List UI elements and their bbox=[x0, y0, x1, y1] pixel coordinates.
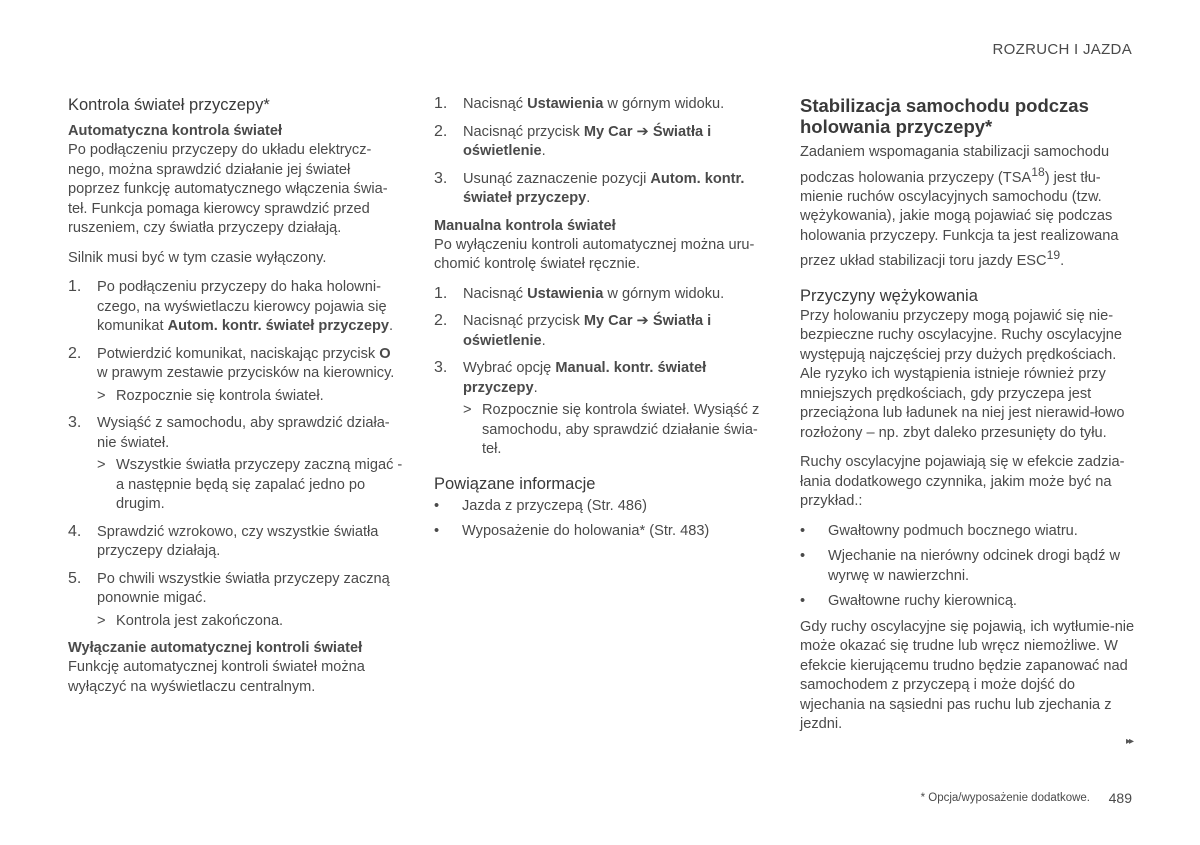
manual-steps bbox=[434, 285, 769, 460]
bullet-icon: • bbox=[800, 522, 806, 539]
list-item: 4. Sprawdzić wzrokowo, czy wszystkie światła przyczepy działają. bbox=[68, 522, 379, 559]
factors-intro: Ruchy oscylacyjne pojawiają się w efekcie zadzia-łania dodatkowego czynnika, jakim może być na przykład.: bbox=[800, 454, 1125, 510]
subheading-automatic-check: Automatyczna kontrola świateł bbox=[68, 123, 283, 139]
auto-check-steps bbox=[68, 278, 403, 631]
causes-title: Przyczyny wężykowania bbox=[800, 286, 978, 305]
continue-arrows-icon: ▸▸ bbox=[1125, 736, 1132, 747]
list-item: 3. Wysiąść z samochodu, aby sprawdzić działa-nie świateł. > Wszystkie światła przyczepy zaczną migać - a następnie będą się zapalać jedno po drugim. bbox=[68, 414, 403, 515]
manual-paragraph: Po wyłączeniu kontroli automatycznej można uru-chomić kontrolę świateł ręcznie. bbox=[434, 236, 755, 272]
step-result: > Rozpocznie się kontrola świateł. bbox=[97, 387, 403, 407]
engine-off-note: Silnik musi być w tym czasie wyłączony. bbox=[68, 249, 327, 266]
bullet-icon: • bbox=[434, 523, 440, 539]
footnote-ref: 18 bbox=[1031, 164, 1045, 179]
subheading-manual-check: Manualna kontrola świateł bbox=[434, 217, 616, 234]
section-title-trailer-lights: Kontrola świateł przyczepy* bbox=[68, 96, 270, 114]
ui-label: Autom. kontr. świateł przyczepy bbox=[463, 170, 745, 206]
result-arrow-icon: > bbox=[97, 457, 106, 473]
auto-check-paragraph: Po podłączeniu przyczepy do układu elektrycz-nego, można sprawdzić działanie jej świateł poprzez funkcję automatycznego włączenia świa-teł. Funkcja pomaga kierowcy sprawdzić przed ruszeniem, czy światła przyczepy działają. bbox=[68, 142, 388, 236]
footnote-ref: 19 bbox=[1046, 248, 1061, 263]
list-item: 2. Nacisnąć przycisk My Car ➔ Światła i oświetlenie. bbox=[434, 122, 712, 159]
disable-steps bbox=[434, 95, 769, 209]
result-arrow-icon: > bbox=[463, 402, 472, 418]
list-item: • Wjechanie na nierówny odcinek drogi bądź w wyrwę w nawierzchni. bbox=[800, 547, 1135, 586]
column-left bbox=[68, 95, 403, 697]
ui-label: My Car ➔ Światła i oświetlenie bbox=[463, 123, 712, 159]
running-header: ROZRUCH I JAZDA bbox=[992, 41, 1132, 58]
ui-label: Ustawienia bbox=[527, 285, 604, 302]
related-link[interactable]: • Wyposażenie do holowania* (Str. 483) bbox=[434, 522, 769, 542]
column-middle bbox=[434, 95, 769, 548]
step-result: > Wszystkie światła przyczepy zaczną migać - a następnie będą się zapalać jedno po drugim. bbox=[97, 456, 403, 515]
section-title-stabilization: Stabilizacja samochodu podczas holowania przyczepy* bbox=[800, 95, 1089, 137]
list-item: 3. Wybrać opcję Manual. kontr. świateł przyczepy. > Rozpocznie się kontrola świateł. Wysiąść z samochodu, aby sprawdzić działanie świa-teł. bbox=[434, 359, 769, 460]
related-link[interactable]: • Jazda z przyczepą (Str. 486) bbox=[434, 497, 769, 517]
ui-label: Ustawienia bbox=[527, 96, 604, 112]
ui-label: Manual. kontr. świateł przyczepy bbox=[463, 360, 707, 396]
list-item: 1. Nacisnąć Ustawienia w górnym widoku. bbox=[434, 95, 725, 112]
step-result: > Kontrola jest zakończona. bbox=[97, 612, 403, 632]
list-item: 2. Potwierdzić komunikat, naciskając przycisk O w prawym zestawie przycisków na kierownicy. > Rozpocznie się kontrola świateł. bbox=[68, 345, 403, 407]
closing-paragraph: Gdy ruchy oscylacyjne się pojawią, ich wytłumie-nie może okazać się trudne lub wręcz niemożliwe. W efekcie kierującemu trudno będzie zapanować nad samochodem z przyczepą i może dojść do wjechania na sąsiedni pas ruchu lub zjechania z jezdni. bbox=[800, 618, 1135, 733]
page-number: 489 bbox=[1108, 790, 1132, 806]
column-right bbox=[800, 95, 1135, 735]
result-arrow-icon: > bbox=[97, 612, 106, 629]
optional-equipment-note: * Opcja/wyposażenie dodatkowe. bbox=[920, 792, 1090, 804]
bullet-icon: • bbox=[800, 593, 806, 610]
bullet-icon: • bbox=[434, 497, 440, 514]
list-item: 2. Nacisnąć przycisk My Car ➔ Światła i oświetlenie. bbox=[434, 312, 712, 349]
ui-label: My Car ➔ Światła i oświetlenie bbox=[463, 313, 712, 349]
causes-paragraph: Przy holowaniu przyczepy mogą pojawić się nie-bezpieczne ruchy oscylacyjne. Ruchy oscylacyjne występują najczęściej przy dużych prędkościach. Ale ryzyko ich wystąpienia istnieje również przy mniejszych prędkościach, gdy przyczepa jest przeciążona lub ładunek na niej jest nierawid-łowo rozłożony – np. zbyt daleko przesunięty do tyłu. bbox=[800, 307, 1125, 441]
list-item: 1. Po podłączeniu przyczepy do haka holowni-czego, na wyświetlaczu kierowcy pojawia się komunikat Autom. kontr. świateł przyczepy. bbox=[68, 278, 394, 334]
list-item: 3. Usunąć zaznaczenie pozycji Autom. kontr. świateł przyczepy. bbox=[434, 169, 745, 206]
result-arrow-icon: > bbox=[97, 387, 106, 404]
list-item: 5. Po chwili wszystkie światła przyczepy zaczną ponownie migać. > Kontrola jest zakończona. bbox=[68, 570, 403, 632]
subheading-disable-auto-check: Wyłączanie automatycznej kontroli świateł bbox=[68, 640, 363, 656]
list-item: • Gwałtowne ruchy kierownicą. bbox=[800, 592, 1135, 612]
disable-paragraph: Funkcję automatycznej kontroli świateł można wyłączyć na wyświetlaczu centralnym. bbox=[68, 659, 365, 695]
ui-label: O bbox=[379, 345, 391, 362]
intro-paragraph: Zadaniem wspomagania stabilizacji samochodu podczas holowania przyczepy (TSA$^{18}$) jest tłu-mienie ruchów oscylacyjnych samochodu (tzw. wężykowania), jakie mogą pojawiać się podczas holowania przyczepy. Funkcja ta jest realizowana przez układ stabilizacji toru jazdy ESC$^{19}$. bbox=[800, 144, 1119, 270]
related-info-title: Powiązane informacje bbox=[434, 474, 596, 493]
list-item: 1. Nacisnąć Ustawienia w górnym widoku. bbox=[434, 284, 725, 302]
step-result: > Rozpocznie się kontrola świateł. Wysiąść z samochodu, aby sprawdzić działanie świa-teł. bbox=[463, 401, 769, 460]
list-item: • Gwałtowny podmuch bocznego wiatru. bbox=[800, 522, 1135, 542]
bullet-icon: • bbox=[800, 548, 806, 565]
ui-label: Autom. kontr. świateł przyczepy bbox=[167, 318, 389, 334]
